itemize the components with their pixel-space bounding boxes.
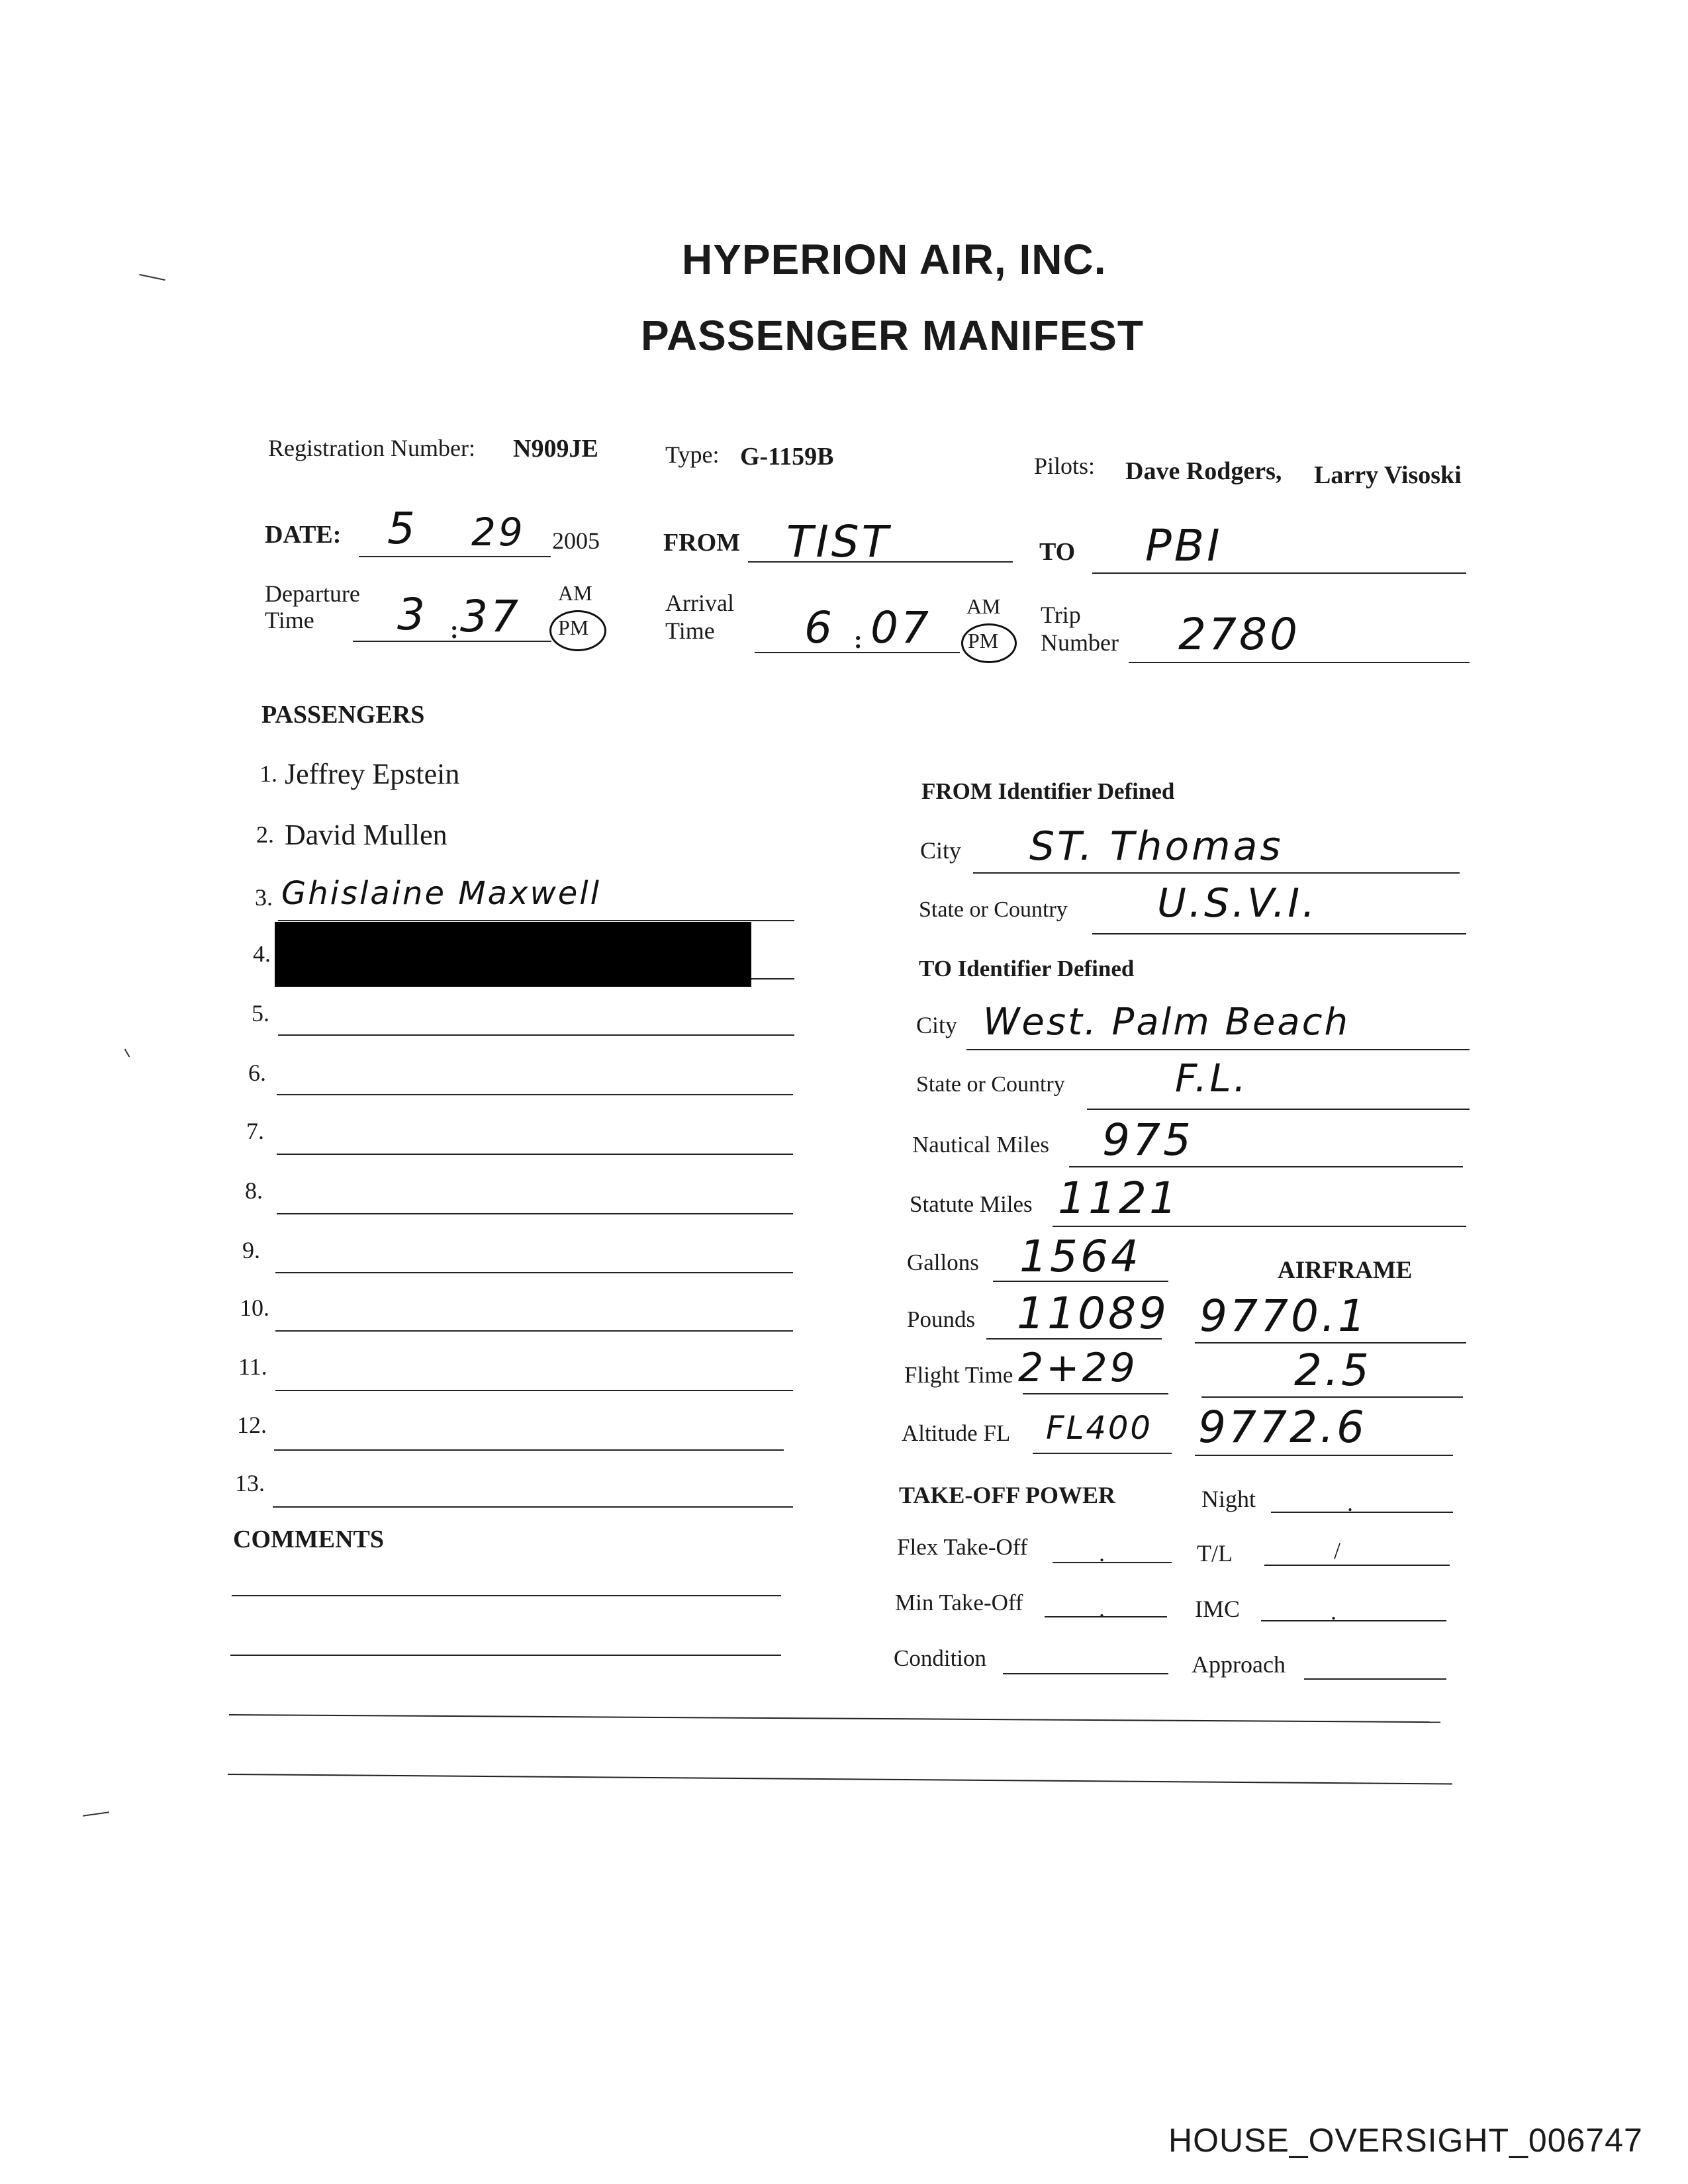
airframe-value-2[interactable]: 2.5 (1294, 1345, 1372, 1396)
date-line (359, 556, 551, 557)
takeoff-heading: TAKE-OFF POWER (899, 1482, 1115, 1508)
approach-label: Approach (1192, 1651, 1286, 1678)
pounds-label: Pounds (907, 1306, 976, 1332)
pounds-value[interactable]: 11089 (1017, 1288, 1169, 1339)
from-value[interactable]: TIST (786, 516, 891, 567)
condition-label: Condition (894, 1645, 987, 1671)
airframe-line-1 (1195, 1342, 1466, 1343)
flex-takeoff-label: Flex Take-Off (897, 1534, 1028, 1560)
comments-heading: COMMENTS (233, 1525, 384, 1553)
to-city-value[interactable]: West. Palm Beach (983, 1001, 1350, 1044)
tl-slash: / (1334, 1537, 1341, 1564)
arrival-colon: : (854, 626, 863, 654)
airframe-value-3[interactable]: 9772.6 (1198, 1402, 1367, 1453)
night-label: Night (1201, 1486, 1256, 1512)
date-day[interactable]: 29 (471, 510, 526, 555)
departure-am: AM (558, 581, 592, 605)
redaction-box (275, 922, 751, 987)
tl-line (1264, 1565, 1450, 1566)
to-state-label: State or Country (916, 1072, 1065, 1097)
scan-speck (124, 1048, 130, 1057)
approach-line (1304, 1678, 1446, 1680)
type-value: G-1159B (740, 443, 834, 471)
departure-hour[interactable]: 3 (397, 589, 428, 640)
passenger-line-10 (275, 1330, 793, 1332)
company-name: HYPERION AIR, INC. (682, 236, 1107, 283)
pilot-2: Larry Visoski (1314, 461, 1462, 489)
departure-pm: PM (558, 615, 589, 639)
passenger-num-5: 5. (252, 1000, 269, 1026)
flight-time-line (1023, 1393, 1168, 1394)
statute-label: Statute Miles (910, 1191, 1033, 1217)
nautical-line (1069, 1166, 1463, 1167)
trip-label-1: Trip (1041, 602, 1081, 628)
departure-label-2: Time (265, 607, 314, 633)
night-line (1271, 1512, 1453, 1513)
passenger-num-9: 9. (242, 1237, 260, 1263)
from-line (748, 561, 1013, 563)
passenger-line-13 (273, 1506, 793, 1508)
passenger-line-6 (277, 1094, 793, 1095)
registration-value: N909JE (513, 435, 598, 463)
passenger-name-2: David Mullen (285, 819, 447, 851)
departure-label-1: Departure (265, 580, 360, 607)
passenger-line-11 (275, 1390, 793, 1391)
from-identifier-heading: FROM Identifier Defined (921, 778, 1175, 804)
from-state-line (1092, 933, 1466, 934)
flight-time-label: Flight Time (904, 1362, 1013, 1388)
scan-speck (83, 1811, 109, 1817)
passenger-line-12 (274, 1449, 784, 1451)
imc-label: IMC (1195, 1596, 1241, 1622)
passenger-line-8 (277, 1213, 793, 1214)
statute-value[interactable]: 1121 (1058, 1173, 1180, 1224)
passenger-name-1: Jeffrey Epstein (285, 758, 460, 790)
min-takeoff-label: Min Take-Off (895, 1590, 1023, 1615)
flex-dot: . (1099, 1540, 1105, 1567)
type-label: Type: (665, 441, 720, 468)
passenger-num-13: 13. (235, 1470, 265, 1496)
from-state-value[interactable]: U.S.V.I. (1157, 880, 1318, 927)
to-identifier-heading: TO Identifier Defined (919, 956, 1135, 981)
passenger-line-4 (751, 978, 794, 979)
altitude-label: Altitude FL (902, 1420, 1011, 1446)
from-city-line (973, 872, 1460, 874)
registration-label: Registration Number: (268, 435, 475, 461)
nautical-value[interactable]: 975 (1102, 1115, 1194, 1165)
arrival-label-2: Time (665, 617, 715, 644)
airframe-line-2 (1201, 1396, 1463, 1398)
from-state-label: State or Country (919, 897, 1068, 922)
pilot-1: Dave Rodgers, (1125, 457, 1282, 485)
passenger-line-7 (277, 1154, 793, 1155)
arrival-min[interactable]: 07 (870, 602, 931, 653)
pounds-line (986, 1338, 1162, 1340)
form-title: PASSENGER MANIFEST (641, 312, 1144, 359)
passenger-num-3: 3. (255, 884, 273, 911)
trip-number[interactable]: 2780 (1178, 609, 1300, 660)
night-dot: . (1347, 1490, 1353, 1516)
pilots-label: Pilots: (1034, 453, 1096, 479)
from-city-label: City (920, 837, 962, 864)
trip-line (1129, 662, 1470, 663)
tl-label: T/L (1197, 1540, 1233, 1567)
gallons-value[interactable]: 1564 (1019, 1231, 1141, 1282)
passenger-num-10: 10. (240, 1295, 269, 1321)
from-label: FROM (663, 529, 741, 557)
arrival-label-1: Arrival (665, 590, 734, 616)
to-value[interactable]: PBI (1145, 520, 1223, 571)
to-state-value[interactable]: F.L. (1175, 1056, 1249, 1101)
passenger-num-11: 11. (238, 1353, 267, 1380)
gallons-line (993, 1281, 1168, 1282)
comment-line-3 (229, 1714, 1440, 1723)
date-month[interactable]: 5 (387, 503, 418, 554)
date-label: DATE: (265, 521, 342, 549)
flight-time-value[interactable]: 2+29 (1018, 1345, 1138, 1391)
passenger-line-5 (278, 1034, 794, 1036)
altitude-value[interactable]: FL400 (1046, 1410, 1152, 1447)
passenger-num-2: 2. (256, 821, 274, 848)
altitude-line (1033, 1453, 1172, 1454)
scan-speck (139, 274, 165, 281)
bates-number: HOUSE_OVERSIGHT_006747 (1168, 2122, 1643, 2159)
statute-line (1053, 1226, 1466, 1227)
passenger-num-1: 1. (259, 760, 277, 787)
date-year: 2005 (552, 527, 600, 554)
passenger-num-12: 12. (237, 1412, 267, 1438)
imc-dot: . (1331, 1598, 1336, 1625)
nautical-label: Nautical Miles (912, 1132, 1050, 1158)
comment-line-1 (232, 1595, 781, 1596)
to-state-line (1087, 1109, 1470, 1110)
airframe-line-3 (1195, 1455, 1453, 1456)
passenger-num-8: 8. (245, 1177, 263, 1204)
to-city-label: City (916, 1012, 958, 1038)
departure-colon: : (450, 616, 459, 644)
from-city-value[interactable]: ST. Thomas (1029, 823, 1284, 870)
airframe-value-1[interactable]: 9770.1 (1199, 1291, 1368, 1342)
comment-line-2 (230, 1655, 781, 1656)
departure-min[interactable]: 37 (460, 591, 521, 642)
departure-line (353, 641, 551, 642)
min-line (1045, 1616, 1167, 1617)
passenger-num-7: 7. (246, 1118, 264, 1144)
min-dot: . (1099, 1596, 1105, 1622)
arrival-am: AM (966, 594, 1001, 618)
to-city-line (966, 1049, 1470, 1050)
passenger-line-9 (275, 1272, 793, 1273)
passenger-num-4: 4. (253, 940, 271, 967)
airframe-heading: AIRFRAME (1278, 1257, 1413, 1284)
to-label: TO (1039, 538, 1076, 566)
arrival-hour[interactable]: 6 (804, 602, 835, 653)
imc-line (1261, 1620, 1446, 1621)
arrival-pm: PM (968, 629, 999, 653)
passenger-line-3 (278, 920, 794, 921)
to-line (1092, 572, 1466, 574)
passengers-heading: PASSENGERS (261, 701, 425, 729)
gallons-label: Gallons (907, 1250, 979, 1275)
condition-line (1003, 1673, 1168, 1674)
trip-label-2: Number (1041, 629, 1119, 656)
arrival-line (755, 652, 960, 653)
passenger-name-3[interactable]: Ghislaine Maxwell (281, 875, 601, 912)
flex-line (1053, 1562, 1172, 1563)
comment-line-4 (228, 1774, 1452, 1785)
passenger-num-6: 6. (248, 1060, 266, 1086)
